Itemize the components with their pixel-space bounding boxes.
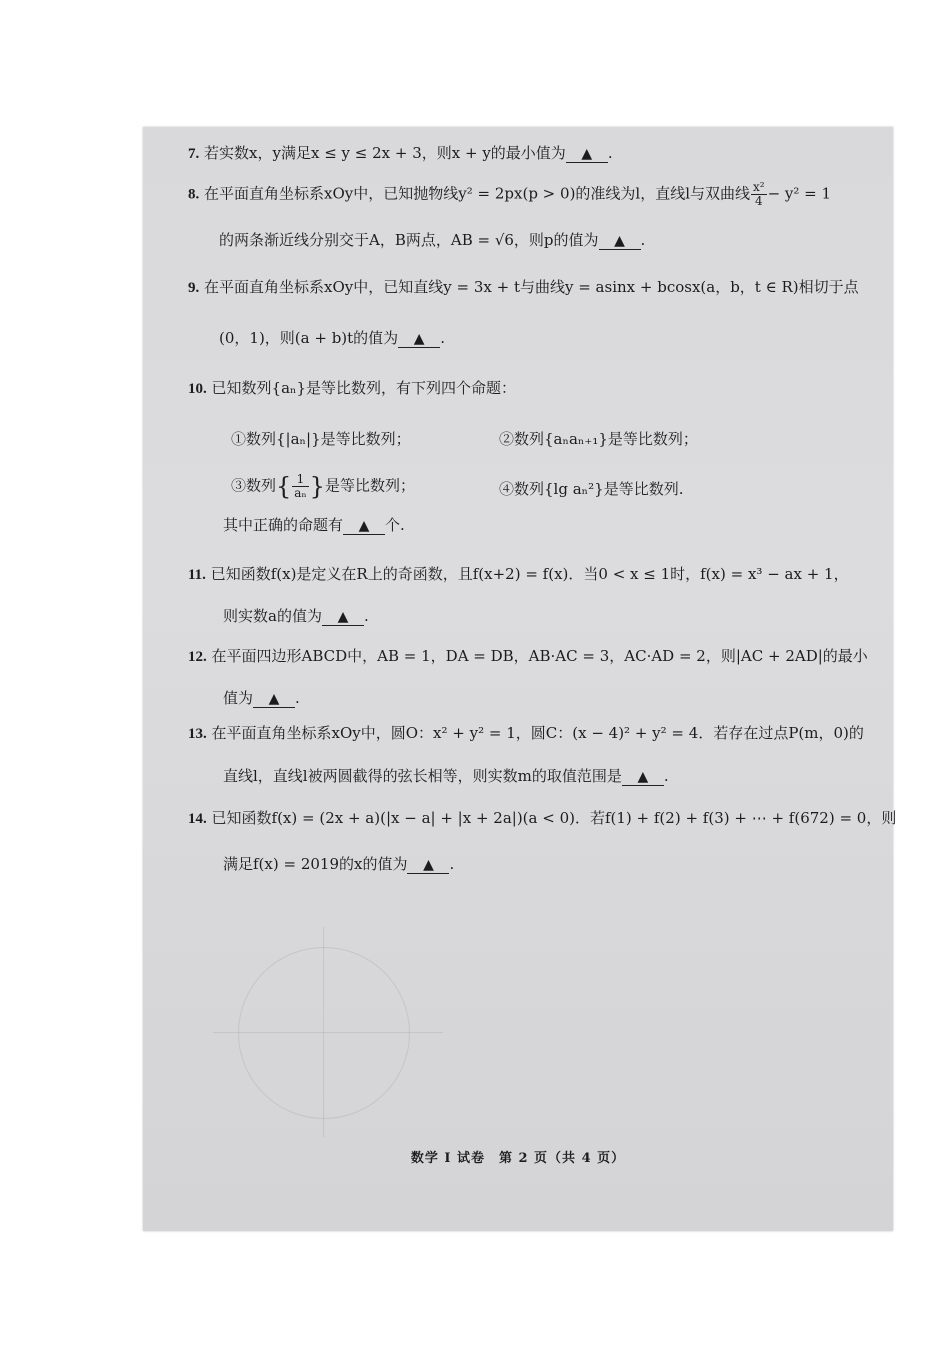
fraction: $\frac{1}{\text{aₙ}}$: [294, 472, 307, 500]
question-13: [188, 722, 864, 745]
proposition-4: ④数列{lg aₙ²}是等比数列.: [499, 480, 684, 498]
question-text: 已知数列{aₙ}是等比数列，有下列四个命题：: [211, 379, 517, 397]
question-7: 7. 若实数x，y满足x ≤ y ≤ 2x + 3，则x + y的最小值为 ▲ .: [188, 144, 613, 162]
answer-blank: ▲: [343, 517, 385, 535]
question-number: 7.: [188, 146, 200, 162]
question-text: 在平面直角坐标系xOy中，圆O：x² + y² = 1，圆C：(x − 4)² + y² = 4．若存在过点P(m，0)的: [211, 724, 864, 742]
answer-blank: ▲: [599, 232, 641, 250]
question-9: [188, 276, 859, 299]
page-footer: 数学 I 试卷 第 2 页（共 4 页）: [410, 1151, 626, 1166]
question-number: 13.: [188, 726, 207, 742]
answer-blank: ▲: [398, 330, 440, 348]
question-14: [188, 807, 896, 830]
question-8-line2: 的两条渐近线分别交于A，B两点，AB = √6，则p的值为 ▲ .: [219, 231, 646, 249]
question-number: 12.: [188, 649, 207, 665]
answer-blank: ▲: [622, 768, 664, 786]
question-11: [188, 563, 849, 586]
question-text: 在平面直角坐标系xOy中，已知抛物线y² = 2px(p > 0)的准线为l，直线l与双曲线: [204, 184, 751, 203]
question-9-line2: (0，1)，则(a + b)t的值为 ▲ .: [219, 329, 445, 347]
proposition-2: ②数列{aₙaₙ₊₁}是等比数列；: [499, 430, 698, 448]
question-10-tail: 其中正确的命题有 ▲ 个.: [223, 516, 405, 534]
bleed-through-axis-y: [323, 927, 324, 1137]
question-12: [188, 645, 868, 668]
bleed-through-axis-x: [213, 1032, 443, 1033]
question-12-line2: 值为 ▲ .: [223, 689, 300, 707]
answer-blank: ▲: [322, 608, 364, 626]
question-text: 已知函数f(x)是定义在R上的奇函数，且f(x+2) = f(x)．当0 < x ≤ 1时，f(x) = x³ − ax + 1，: [210, 565, 849, 583]
question-11-line2: 则实数a的值为 ▲ .: [223, 607, 369, 625]
answer-blank: ▲: [253, 690, 295, 708]
question-text: 已知函数f(x) = (2x + a)(|x − a| + |x + 2a|)(a < 0)．若f(1) + f(2) + f(3) + ⋯ + f(672) = 0，则: [211, 809, 897, 827]
fraction: $\frac{\text{x²}}{4}$: [753, 180, 765, 208]
answer-blank: ▲: [407, 856, 449, 874]
answer-blank: ▲: [566, 145, 608, 163]
proposition-1: ①数列{|aₙ|}是等比数列；: [231, 430, 411, 448]
question-text: 在平面直角坐标系xOy中，已知直线y = 3x + t与曲线y = asinx + bcosx(a，b，t ∈ R)相切于点: [204, 278, 859, 296]
question-number: 10.: [188, 381, 207, 397]
exam-sheet: [143, 127, 897, 1231]
question-8: 8. 在平面直角坐标系xOy中，已知抛物线y² = 2px(p > 0)的准线为l，直线l与双曲线 $\frac{\text{x²}}{4}$ − y² = 1: [188, 180, 832, 208]
question-number: 8.: [188, 186, 200, 203]
question-13-line2: 直线l，直线l被两圆截得的弦长相等，则实数m的取值范围是 ▲ .: [223, 767, 669, 785]
question-text: 若实数x，y满足x ≤ y ≤ 2x + 3，则x + y的最小值为: [204, 144, 566, 162]
question-10: [188, 377, 516, 400]
question-14-line2: 满足f(x) = 2019的x的值为 ▲ .: [223, 855, 455, 873]
question-text: 在平面四边形ABCD中，AB = 1，DA = DB，AB·AC = 3，AC·AD = 2，则|AC + 2AD|的最小: [211, 647, 868, 665]
question-number: 11.: [188, 567, 206, 583]
bleed-through-circle: [238, 947, 410, 1119]
question-text: 的两条渐近线分别交于A，B两点，AB = √6，则p的值为: [219, 231, 599, 249]
proposition-3: ③数列{ $\frac{1}{\text{aₙ}}$ }是等比数列；: [231, 472, 415, 501]
question-number: 9.: [188, 280, 200, 296]
question-text: (0，1)，则(a + b)t的值为: [219, 329, 399, 347]
question-number: 14.: [188, 811, 207, 827]
